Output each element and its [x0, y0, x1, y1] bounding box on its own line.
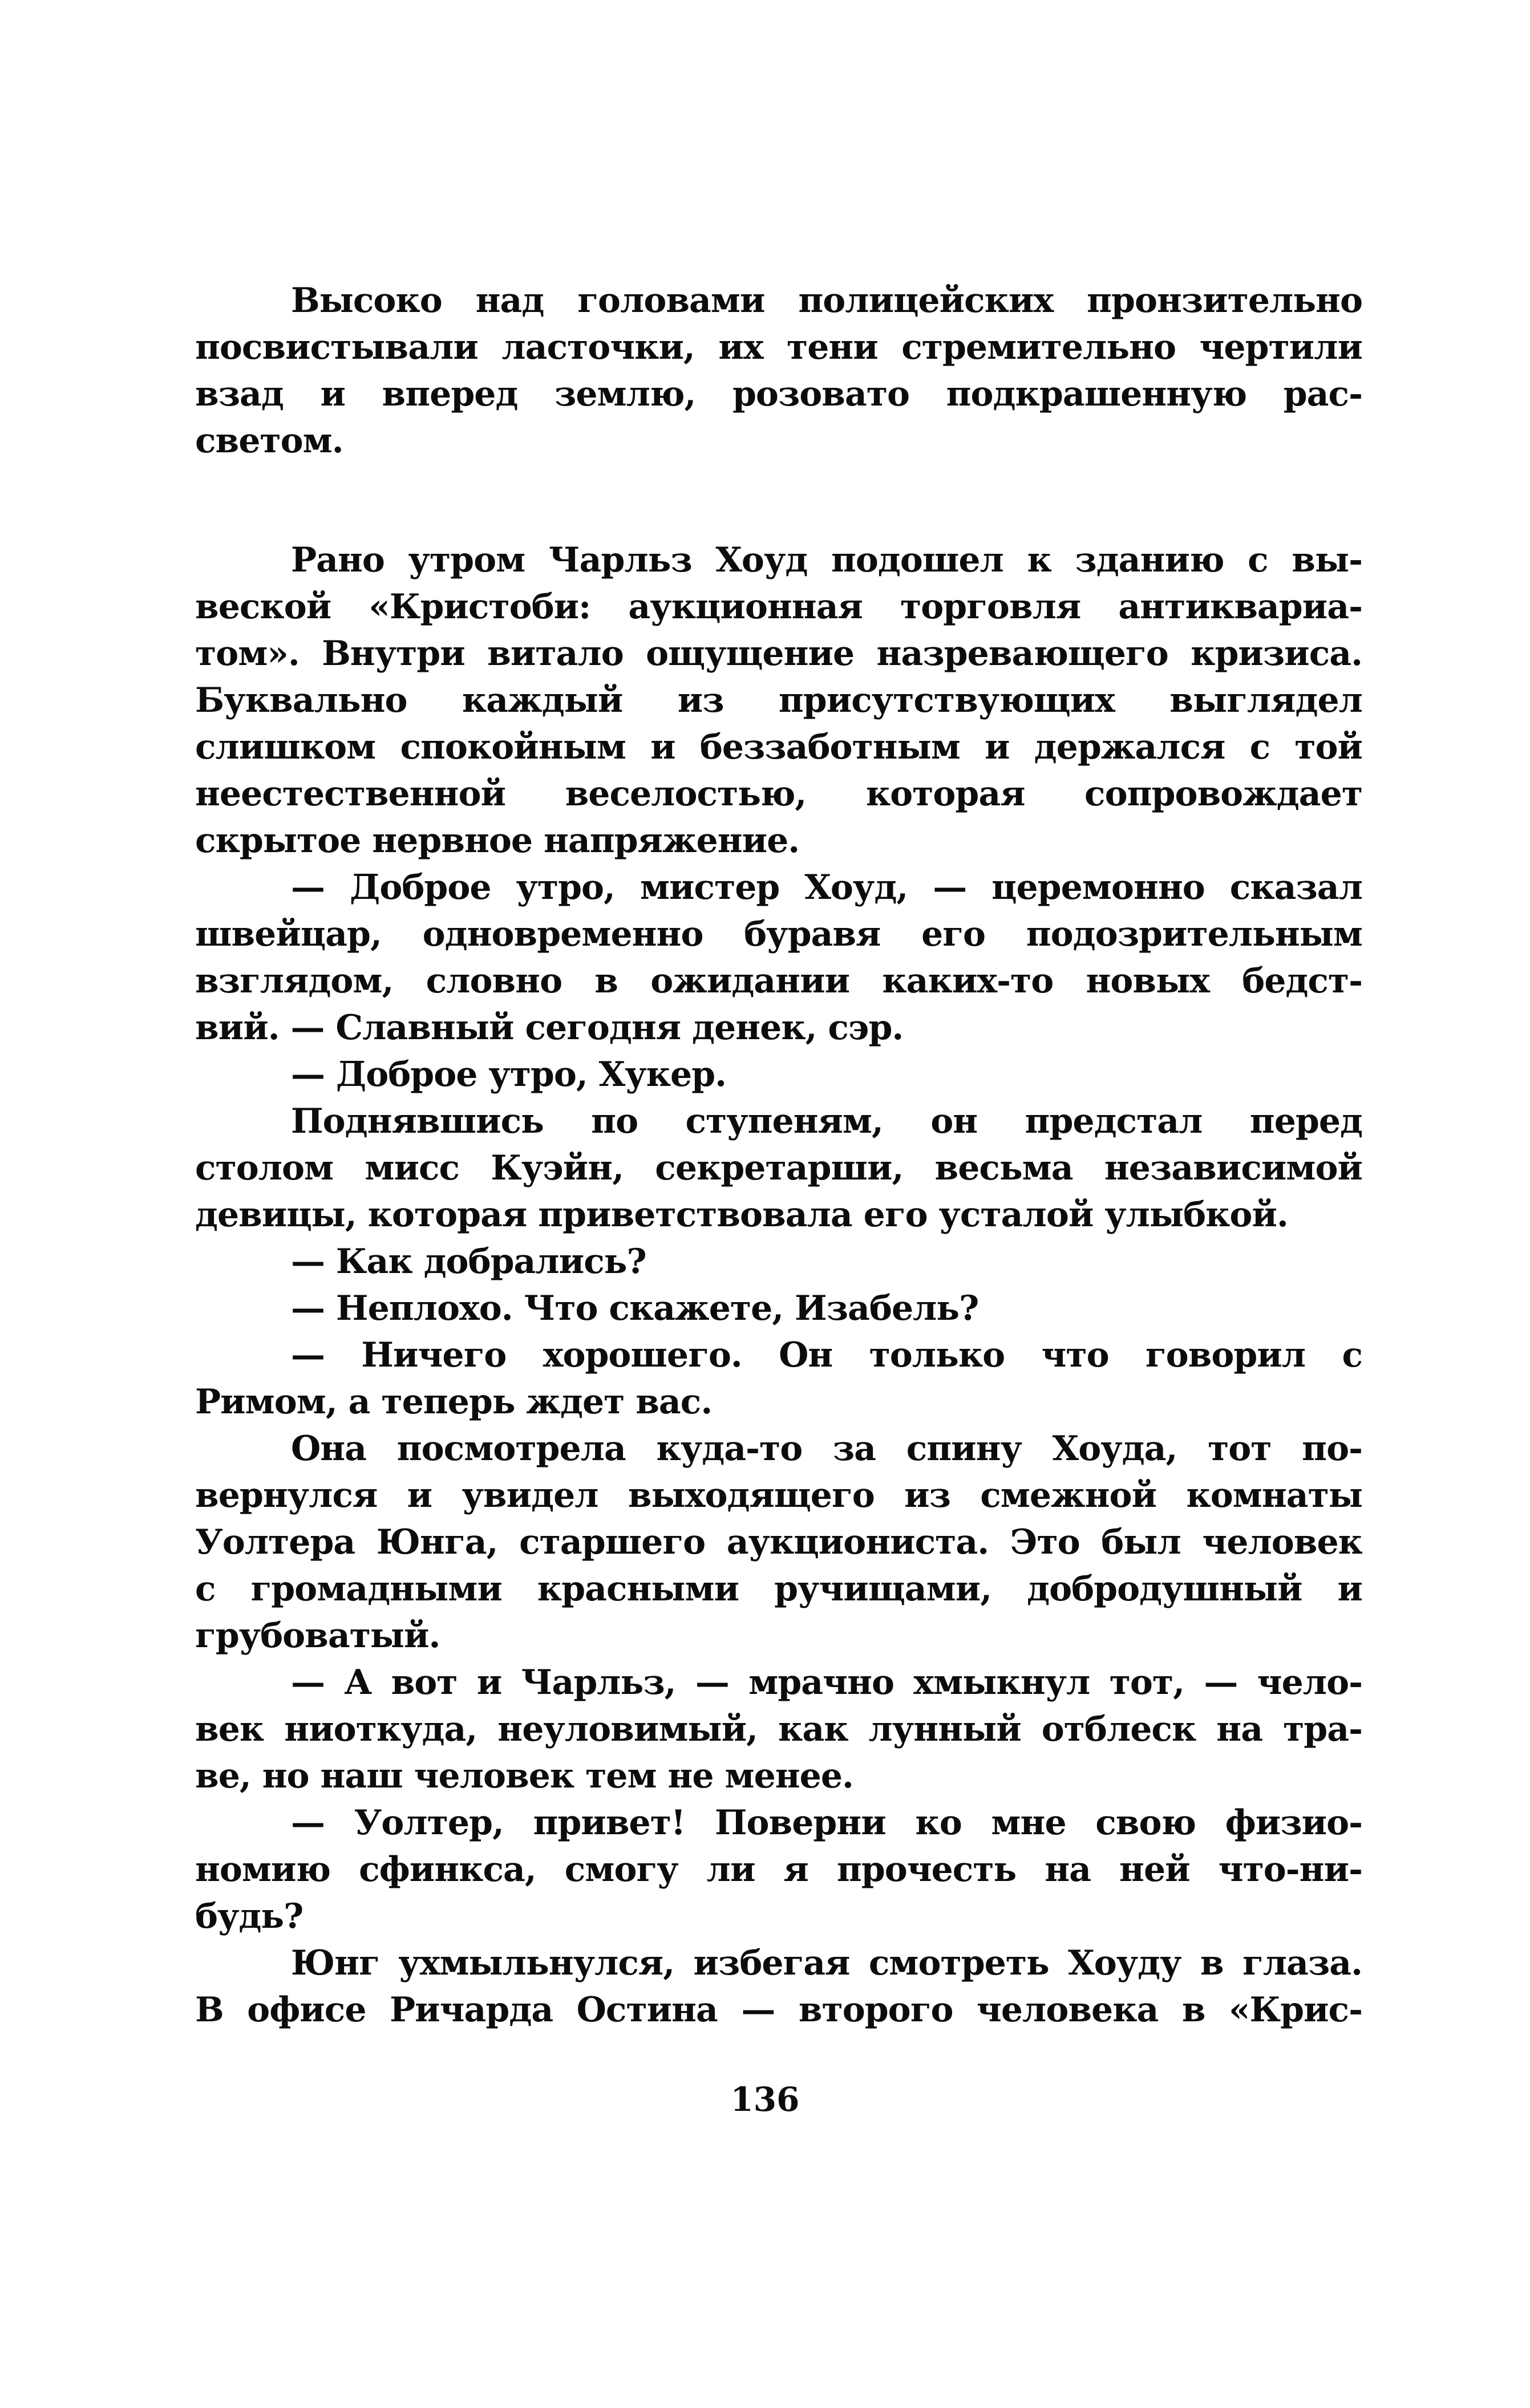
- text-line: — Как добрались?: [291, 1242, 646, 1282]
- text-line: неестественной веселостью, которая сопровождает: [195, 774, 1362, 814]
- paragraph: [195, 1659, 1362, 1799]
- paragraph: [195, 1238, 1362, 1285]
- paragraph: [195, 277, 1362, 464]
- text-line: скрытое нервное напряжение.: [195, 821, 800, 861]
- text-line: взад и вперед землю, розовато подкрашенную рас-: [195, 374, 1362, 414]
- text-line: В офисе Ричарда Остина — второго человека в «Крис-: [195, 1990, 1362, 2030]
- text-line: вернулся и увидел выходящего из смежной комнаты: [195, 1475, 1362, 1515]
- text-line: вий. — Славный сегодня денек, сэр.: [195, 1008, 904, 1048]
- text-line: швейцар, одновременно буравя его подозрительным: [195, 914, 1362, 954]
- text-line: Рано утром Чарльз Хоуд подошел к зданию с вы-: [291, 540, 1362, 580]
- text-line: столом мисс Куэйн, секретарши, весьма независимой: [195, 1148, 1362, 1188]
- paragraph: [195, 864, 1362, 1051]
- paragraph: [195, 1332, 1362, 1425]
- text-line: с громадными красными ручищами, добродушный и: [195, 1569, 1362, 1609]
- text-line: — Доброе утро, Хукер.: [291, 1055, 726, 1094]
- paragraph: [195, 1940, 1362, 2033]
- text-line: — Ничего хорошего. Он только что говорил с: [291, 1335, 1362, 1375]
- text-line: номию сфинкса, смогу ли я прочесть на ней что-ни-: [195, 1850, 1362, 1890]
- text-line: взглядом, словно в ожидании каких-то новых бедст-: [195, 961, 1362, 1001]
- text-line: Римом, а теперь ждет вас.: [195, 1382, 713, 1422]
- paragraph: [195, 1799, 1362, 1940]
- text-line: веской «Кристоби: аукционная торговля антиквариа-: [195, 587, 1362, 627]
- text-line: слишком спокойным и беззаботным и держался с той: [195, 727, 1362, 767]
- text-line: — Уолтер, привет! Поверни ко мне свою физио-: [291, 1803, 1362, 1843]
- text-line: — Доброе утро, мистер Хоуд, — церемонно сказал: [291, 867, 1362, 907]
- text-line: светом.: [195, 421, 343, 461]
- page-number: 136: [730, 2080, 800, 2119]
- text-line: грубоватый.: [195, 1616, 440, 1656]
- paragraph: [195, 1285, 1362, 1332]
- text-line: — А вот и Чарльз, — мрачно хмыкнул тот, — чело-: [291, 1663, 1362, 1702]
- text-line: Уолтера Юнга, старшего аукциониста. Это был человек: [195, 1522, 1362, 1562]
- text-line: Буквально каждый из присутствующих выглядел: [195, 680, 1362, 720]
- paragraph: [195, 537, 1362, 864]
- paragraph: [195, 1425, 1362, 1659]
- text-line: будь?: [195, 1896, 303, 1936]
- text-line: Юнг ухмыльнулся, избегая смотреть Хоуду в глаза.: [291, 1943, 1362, 1983]
- paragraph: [195, 1051, 1362, 1098]
- text-line: девицы, которая приветствовала его усталой улыбкой.: [195, 1195, 1288, 1235]
- text-line: том». Внутри витало ощущение назревающего кризиса.: [195, 634, 1362, 674]
- text-line: Поднявшись по ступеням, он предстал перед: [291, 1101, 1362, 1141]
- text-line: век ниоткуда, неуловимый, как лунный отблеск на тра-: [195, 1709, 1362, 1749]
- text-line: ве, но наш человек тем не менее.: [195, 1756, 853, 1796]
- text-line: Она посмотрела куда-то за спину Хоуда, тот по-: [291, 1429, 1362, 1469]
- text-line: — Неплохо. Что скажете, Изабель?: [291, 1288, 979, 1328]
- text-line: посвистывали ласточки, их тени стремительно чертили: [195, 327, 1362, 367]
- text-line: Высоко над головами полицейских пронзительно: [291, 281, 1362, 321]
- page-text-block: [195, 277, 1362, 2033]
- paragraph: [195, 1098, 1362, 1238]
